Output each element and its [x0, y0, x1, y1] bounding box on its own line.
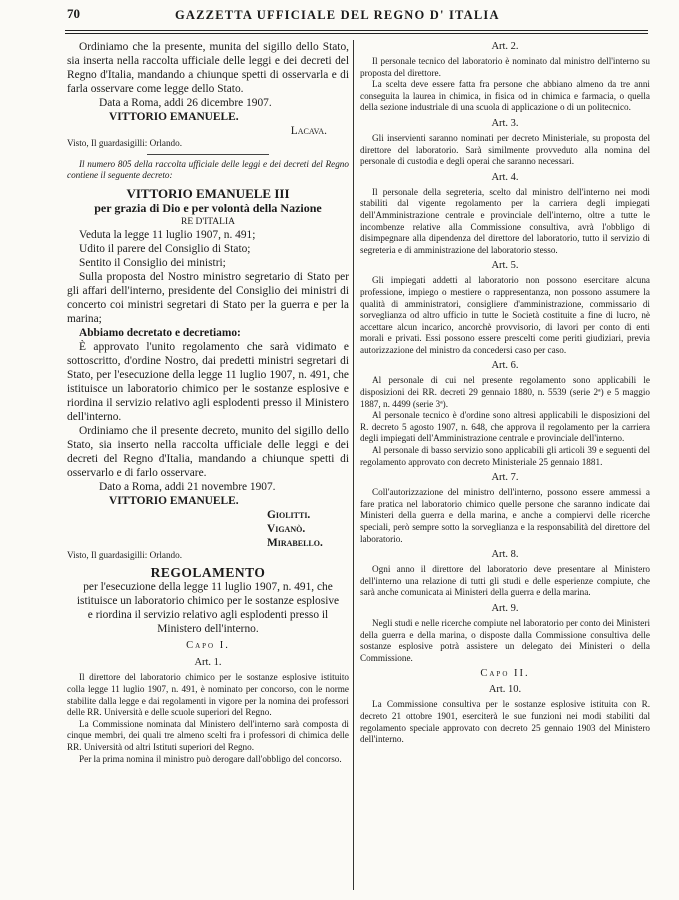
sentito-line: Sentito il Consiglio dei ministri;	[79, 256, 226, 269]
art-2-paragraph-2: La scelta deve essere fatta fra persone che abbiano almeno da tre anni conseguita la laurea in chimica, in fisica od in chimica e farmacia, o quella della sezione industriale di una scuola di applicazione o di un politecnico.	[360, 79, 650, 113]
art-5-paragraph-1: Gli impiegati addetti al laboratorio non possono esercitare alcuna professione, impiego o mestiere o rappresentanza, non possono assumere la qualità di amministratori, consigliere d'amministrazione, commissario di sorveglianza od altro ufficio in tutte le Società costituite a fine di lucro, nè accettare alcun incarico, ancorchè provvisorio, di lavori per conto di enti morali e privati. Essi possono essere prescelti come periti giudiziari, previa autorizzazione del ministro da concedersi caso per caso.	[360, 275, 650, 355]
art-6-paragraph-3: Al personale di basso servizio sono applicabili gli articoli 39 e seguenti del regolamento approvato con decreto Ministeriale 25 gennaio 1881.	[360, 445, 650, 467]
section-separator	[147, 154, 269, 155]
art-1-paragraph-3: Per la prima nomina il ministro può derogare dall'obbligo del concorso.	[79, 753, 342, 764]
art-2-paragraph-1: Il personale tecnico del laboratorio è nominato dal ministro dell'interno su proposta del direttore.	[360, 56, 650, 78]
closing-paragraph-1: Ordiniamo che la presente, munita del sigillo dello Stato, sia inserta nella raccolta ufficiale delle leggi e dei decreti del Regno d'Italia, mandando a chiunque spetti di osservarla e di farla osservare come legge dello Stato.	[67, 41, 349, 95]
art-8-paragraph-1: Ogni anno il direttore del laboratorio deve presentare al Ministero dell'interno una relazione di tutti gli studi e delle esperienze compiute, che sarà anche comunicata ai Ministeri della guerra e della marina.	[360, 564, 650, 598]
art-8-heading: Art. 8.	[491, 549, 519, 561]
ordiniamo-paragraph: Ordiniamo che il presente decreto, munito del sigillo dello Stato, sia inserto nella raccolta ufficiale delle leggi e dei decreti del Regno d'Italia, mandando a chiunque spetti di osservarlo e di farlo osservare.	[67, 424, 349, 479]
page-header	[0, 0, 679, 30]
vista-line: Veduta la legge 11 luglio 1907, n. 491;	[79, 228, 256, 241]
decree-date-2: Dato a Roma, addi 21 novembre 1907.	[99, 480, 276, 493]
visto-line-2: Visto, Il guardasigilli: Orlando.	[67, 549, 183, 560]
minister-signature-vigano: Viganò.	[267, 522, 306, 535]
art-7-paragraph-1: Coll'autorizzazione del ministro dell'interno, possono essere ammessi a fare pratica nel laboratorio chimico quelle persone che saranno indicate dai Ministeri della guerra e della marina, e anche a compiervi delle ricerche speciali, però sempre sotto la sorveglianza e la responsabilità del direttore del laboratorio.	[360, 487, 650, 544]
grace-line: per grazia di Dio e per volontà della Nazione	[94, 200, 322, 215]
capo-1-heading: Capo I.	[186, 640, 230, 652]
art-4-paragraph-1: Il personale della segreteria, scelto dal ministro dell'interno nei modi stabiliti dal vigente regolamento per la carriera degli impiegati dell'Amministrazione centrale e provinciale dell'interno, oltre a tutte le incombenze relative alla Commissione consultiva, avrà l'obbligo di disimpegnare alla dipendenza del direttore del laboratorio, tutto il servizio di segreteria e di amministrazione del laboratorio stesso.	[360, 186, 650, 255]
proposta-paragraph: Sulla proposta del Nostro ministro segretario di Stato per gli affari dell'interno, presidente del Consiglio dei ministri di concerto coi ministri segretari di Stato per la guerra e per la marina;	[67, 270, 349, 325]
regolamento-title: REGOLAMENTO	[150, 565, 266, 581]
column-divider	[353, 40, 354, 890]
art-1-paragraph-2: La Commissione nominata dal Ministero dell'interno sarà composta di cinque membri, dei quali tre almeno scelti fra i professori di chimica delle RR. Università od altri Istituti superiori del Regno.	[67, 718, 349, 752]
visto-line-1: Visto, Il guardasigilli: Orlando.	[67, 138, 183, 148]
art-3-paragraph-1: Gli inservienti saranno nominati per decreto Ministeriale, su proposta del direttore del laboratorio. Sarà similmente provveduto alla nomina del personale di custodia e degli operai che saranno necessari.	[360, 132, 650, 167]
art-10-heading: Art. 10.	[488, 684, 522, 696]
art-1-paragraph-1: Il direttore del laboratorio chimico per le sostanze esplosive istituito colla legge 11 luglio 1907, n. 491, è nominato per concorso, con le norme stabilite dalla legge e dai regolamenti in vigore per la nomina dei professori delle RR. Università e delle scuole superiori del Regno.	[67, 672, 349, 718]
header-rule-2	[65, 33, 648, 34]
page-number: 70	[67, 6, 80, 21]
left-column	[67, 40, 349, 765]
art-7-heading: Art. 7.	[491, 472, 519, 484]
decree-intro: Il numero 805 della raccolta ufficiale delle leggi e dei decreti del Regno contiene il seguente decreto:	[67, 158, 349, 181]
art-10-paragraph-1: La Commissione consultiva per le sostanze esplosive istituita con R. decreto 21 ottobre 1901, eserciterà le sue funzioni nei modi stabiliti dal regolamento speciale approvato con decreto 25 gennaio 1903 del Ministero dell'interno.	[360, 699, 650, 745]
art-6-heading: Art. 6.	[491, 360, 519, 372]
art-9-paragraph-1: Negli studi e nelle ricerche compiute nel laboratorio per conto dei Ministeri della guerra e della marina, o disposte dalla Commissione consultiva delle sostanze esplosive potrà assistere un delegato dei Ministeri o della Commissione.	[360, 617, 650, 663]
right-column	[360, 40, 650, 746]
minister-signature-giolitti: Giolitti.	[267, 508, 311, 521]
art-9-heading: Art. 9.	[491, 602, 519, 614]
art-6-paragraph-2: Al personale tecnico è d'ordine sono altresì applicabili le disposizioni del R. decreto 5 agosto 1907, n. 648, che approva il regolamento per la carriera degli impiegati dell'Amministrazione centrale e provinciale dell'interno.	[360, 410, 650, 444]
running-title: GAZZETTA UFFICIALE DEL REGNO D' ITALIA	[175, 8, 500, 22]
king-signature-1: VITTORIO EMANUELE.	[109, 111, 239, 123]
art-6-paragraph-1: Al personale di cui nel presente regolamento sono applicabili le disposizioni dei RR. decreti 29 gennaio 1880, n. 5539 (serie 2ª) e 5 maggio 1887, n. 4499 (serie 3ª).	[360, 375, 650, 409]
capo-2-heading: Capo II.	[480, 668, 530, 680]
minister-signature-mirabello: Mirabello.	[267, 536, 323, 549]
art-5-heading: Art. 5.	[491, 260, 519, 272]
king-title: VITTORIO EMANUELE III	[126, 185, 290, 201]
art-4-heading: Art. 4.	[491, 171, 519, 183]
minister-signature-1: Lacava.	[290, 125, 327, 137]
king-signature-2: VITTORIO EMANUELE.	[109, 494, 239, 507]
decree-date-1: Data a Roma, addi 26 dicembre 1907.	[99, 97, 272, 109]
udito-line: Udito il parere del Consiglio di Stato;	[79, 242, 251, 255]
regolamento-subtitle: per l'esecuzione della legge 11 luglio 1907, n. 491, che istituisce un laboratorio chimico per le sostanze esplosive e riordina il servizio relativo agli esplodenti presso il Ministero dell'interno.	[76, 581, 340, 636]
art-1-heading: Art. 1.	[194, 657, 222, 669]
art-3-heading: Art. 3.	[491, 117, 519, 129]
art-2-heading: Art. 2.	[491, 41, 519, 52]
abbiamo-line: Abbiamo decretato e decretiamo:	[79, 326, 241, 339]
header-rule	[65, 30, 648, 31]
re-d-italia: RE D'ITALIA	[181, 216, 235, 227]
approvato-paragraph: È approvato l'unito regolamento che sarà vidimato e sottoscritto, d'ordine Nostro, dai predetti ministri segretari di Stato, per l'esecuzione della legge 11 luglio 1907, n. 491, che istituisce un laboratorio chimico per le sostanze esplosive e riordina il servizio relativo agli esplodenti presso il Ministero dell'interno.	[67, 340, 349, 423]
